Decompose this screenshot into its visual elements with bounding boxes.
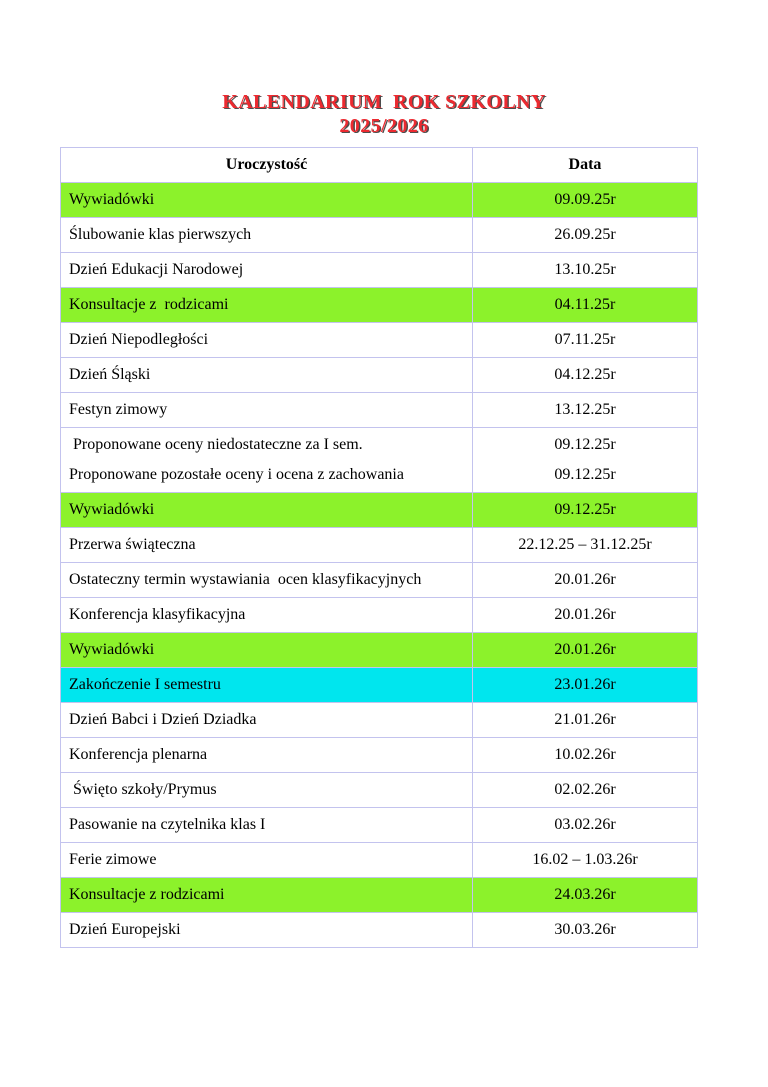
table-row	[61, 878, 698, 913]
event-cell: Dzień Babci i Dzień Dziadka	[61, 703, 473, 738]
date-cell: 26.09.25r	[473, 218, 698, 253]
date-cell: 21.01.26r	[473, 703, 698, 738]
date-cell: 16.02 – 1.03.26r	[473, 843, 698, 878]
header-row	[61, 148, 698, 183]
table-row	[61, 528, 698, 563]
table-row	[61, 703, 698, 738]
event-cell: Dzień Niepodległości	[61, 323, 473, 358]
date-cell: 20.01.26r	[473, 598, 698, 633]
event-cell: Wywiadówki	[61, 493, 473, 528]
table-row	[61, 428, 698, 493]
cell-line: Proponowane oceny niedostateczne za I sem.	[69, 436, 363, 453]
table-row	[61, 253, 698, 288]
title-line-2: 2025/2026	[339, 115, 429, 137]
date-cell: 09.12.25r	[473, 493, 698, 528]
event-cell: Konsultacje z rodzicami	[61, 288, 473, 323]
date-cell: 04.12.25r	[473, 358, 698, 393]
date-cell: 03.02.26r	[473, 808, 698, 843]
date-cell: 10.02.26r	[473, 738, 698, 773]
date-cell: 30.03.26r	[473, 913, 698, 948]
event-cell: Konferencja plenarna	[61, 738, 473, 773]
table-row	[61, 358, 698, 393]
event-cell: Wywiadówki	[61, 633, 473, 668]
event-cell: Ślubowanie klas pierwszych	[61, 218, 473, 253]
date-cell: 20.01.26r	[473, 563, 698, 598]
title-line-1: KALENDARIUM ROK SZKOLNY	[222, 91, 546, 113]
table-row	[61, 218, 698, 253]
table-row	[61, 913, 698, 948]
header-event: Uroczystość	[61, 148, 473, 183]
document-title	[0, 0, 768, 138]
table-row	[61, 668, 698, 703]
table-row	[61, 288, 698, 323]
event-cell: Wywiadówki	[61, 183, 473, 218]
event-cell: Dzień Edukacji Narodowej	[61, 253, 473, 288]
date-cell: 24.03.26r	[473, 878, 698, 913]
table-row	[61, 493, 698, 528]
table-row	[61, 563, 698, 598]
event-cell	[61, 428, 473, 493]
event-cell: Festyn zimowy	[61, 393, 473, 428]
date-cell: 09.09.25r	[473, 183, 698, 218]
calendar-table-body	[61, 183, 698, 948]
cell-line: Proponowane pozostałe oceny i ocena z zachowania	[69, 466, 404, 483]
date-cell: 04.11.25r	[473, 288, 698, 323]
date-cell: 23.01.26r	[473, 668, 698, 703]
date-cell: 20.01.26r	[473, 633, 698, 668]
table-row	[61, 323, 698, 358]
cell-line: 09.12.25r	[554, 436, 616, 453]
date-cell: 13.10.25r	[473, 253, 698, 288]
calendar-table-head	[61, 148, 698, 183]
cell-line: 09.12.25r	[554, 466, 616, 483]
event-cell: Przerwa świąteczna	[61, 528, 473, 563]
event-cell: Dzień Śląski	[61, 358, 473, 393]
date-cell: 02.02.26r	[473, 773, 698, 808]
calendar-table	[60, 147, 698, 948]
event-cell: Konsultacje z rodzicami	[61, 878, 473, 913]
table-row	[61, 598, 698, 633]
table-row	[61, 633, 698, 668]
table-row	[61, 393, 698, 428]
table-row	[61, 808, 698, 843]
event-cell: Pasowanie na czytelnika klas I	[61, 808, 473, 843]
event-cell: Dzień Europejski	[61, 913, 473, 948]
date-cell	[473, 428, 698, 493]
event-cell: Konferencja klasyfikacyjna	[61, 598, 473, 633]
date-cell: 07.11.25r	[473, 323, 698, 358]
table-row	[61, 843, 698, 878]
date-cell: 13.12.25r	[473, 393, 698, 428]
date-cell: 22.12.25 – 31.12.25r	[473, 528, 698, 563]
table-row	[61, 738, 698, 773]
event-cell: Ostateczny termin wystawiania ocen klasyfikacyjnych	[61, 563, 473, 598]
header-date: Data	[473, 148, 698, 183]
table-row	[61, 773, 698, 808]
event-cell: Ferie zimowe	[61, 843, 473, 878]
table-row	[61, 183, 698, 218]
event-cell: Święto szkoły/Prymus	[61, 773, 473, 808]
event-cell: Zakończenie I semestru	[61, 668, 473, 703]
